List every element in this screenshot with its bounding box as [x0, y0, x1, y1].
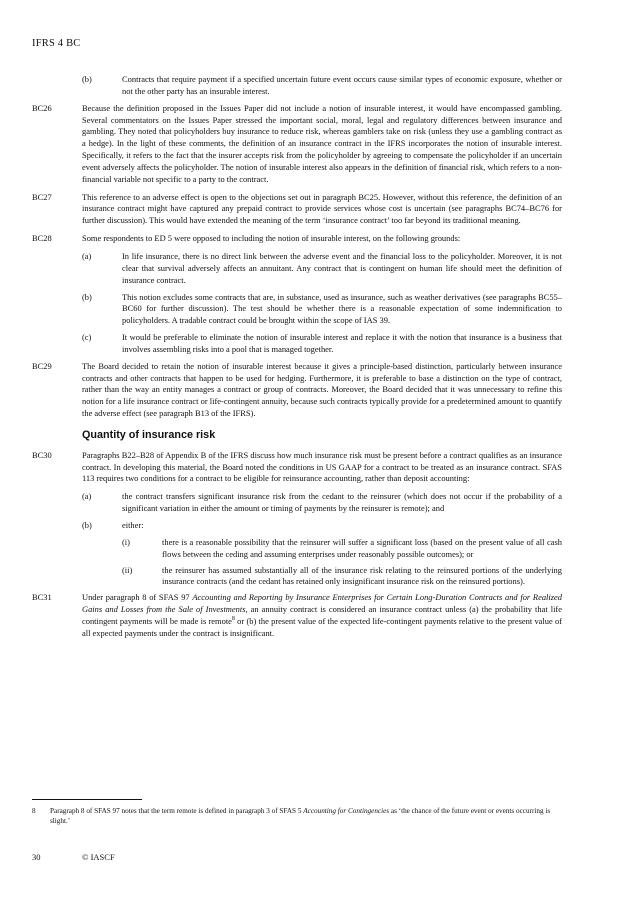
paragraph-bc26 — [32, 103, 562, 186]
footnote-text-part: Paragraph 8 of SFAS 97 notes that the term remote is defined in paragraph 3 of SFAS 5 — [50, 807, 304, 815]
document-body — [32, 74, 562, 646]
page-number: 30 — [32, 852, 41, 862]
item-label: (b) — [82, 520, 92, 530]
item-label: (b) — [82, 291, 92, 302]
bc30-sublist — [122, 537, 562, 588]
list-item — [82, 292, 562, 328]
list-item — [82, 251, 562, 287]
subitem-label: (ii) — [122, 564, 133, 575]
paragraph-text: Because the definition proposed in the Issues Paper did not include a notion of insurable interest, it would have encompassed gambling. Several commentators on the Issues Paper stressed the important social, moral, legal and regulatory differences between insurance and gambling. They noted that policyholders buy insurance to reduce risk, whereas gamblers take on risk (unless they use a gambling contract as a hedge). In the light of these comments, the definition of an insurance contract in the IFRS incorporates the notion of insurable interest. Specifically, it refers to the fact that the insurer accepts risk from the policyholder by agreeing to compensate the policyholder if an uncertain event adversely affects the policyholder. The notion of insurable interest also appears in the definition of financial risk, which refers to a non-financial variable not specific to a party to the contract. — [82, 102, 562, 184]
footnote-text-part: as ‘the chance of the future event or events occurring is slight.’ — [50, 807, 551, 825]
bc28-list — [82, 251, 562, 356]
subitem-text: the reinsurer has assumed substantially all of the insurance risk relating to the reinsured portions of the underlying insurance contracts (and the cedant has retained only insignificant insurance risk on the reinsured portions). — [162, 564, 562, 587]
continued-list — [82, 74, 562, 98]
paragraph-text-part: , an annuity contract is considered an insurance contract unless (a) the probability that life contingent payments will be made is remote — [82, 604, 562, 626]
list-item — [82, 332, 562, 356]
paragraph-number: BC29 — [32, 360, 52, 371]
paragraph-number: BC31 — [32, 592, 52, 603]
paragraph-text-part: or (b) the present value of the expected life-contingent payments relative to the present value of all expected payments under the contract is insignificant. — [82, 615, 563, 638]
subitem-text: there is a reasonable possibility that the reinsurer will suffer a significant loss (based on the present value of all cash flows between the ceding and assuming enterprises under reasonably possible outcomes); or — [162, 536, 562, 559]
item-text: It would be preferable to eliminate the notion of insurable interest and replace it with the notion that insurance is a business that involves assembling risks into a pool that is managed together. — [122, 332, 562, 354]
paragraph-number: BC30 — [32, 449, 52, 460]
paragraph-text: Paragraphs B22–B28 of Appendix B of the IFRS discuss how much insurance risk must be present before a contract qualifies as an insurance contract. In developing this material, the Board noted the conditions in US GAAP for a contract to be treated as an insurance contract. SFAS 113 requires two conditions for a contract to be eligible for reinsurance accounting, rather than deposit accounting: — [82, 449, 562, 484]
bc30-list — [82, 491, 562, 588]
paragraph-bc28 — [32, 233, 562, 245]
list-item — [82, 74, 562, 98]
section-heading: Quantity of insurance risk — [82, 428, 216, 441]
item-text: the contract transfers significant insurance risk from the cedant to the reinsurer (which does not occur if the probability of a significant variation in either the amount or timing of payments by the reinsurer is remote); and — [122, 491, 562, 514]
paragraph-text-part: Under paragraph 8 of SFAS 97 — [82, 592, 193, 603]
footnote-number: 8 — [32, 807, 36, 815]
item-text: either: — [122, 520, 144, 530]
paragraph-text: This reference to an adverse effect is open to the objections set out in paragraph BC25. However, without this reference, the definition of an insurance contract might have captured any prepaid contract to provide services whose cost is uncertain (see paragraphs BC74–BC76 for further discussion). This would have extended the meaning of the term ‘insurance contract’ too far beyond its traditional meaning. — [82, 191, 562, 226]
paragraph-bc31 — [32, 592, 562, 639]
paragraph-bc29 — [32, 361, 562, 420]
copyright-notice: © IASCF — [82, 852, 115, 862]
subitem-label: (i) — [122, 536, 130, 547]
footnote-reference[interactable]: 8 — [231, 616, 235, 623]
paragraph-text: The Board decided to retain the notion of insurable interest because it gives a principle-based distinction, particularly between insurance contracts and other contracts that happen to be used for hedging. Furthermore, it is preferable to base a distinction on the type of contract, rather than the way an entity manages a contract or group of contracts. Moreover, the Board decided that it was unnecessary to refine this notion for a life insurance contract or life-contingent annuity, because such contracts typically provide for a predetermined amount to quantify the adverse effect (see paragraph B13 of the IFRS). — [82, 360, 562, 419]
footnote — [32, 806, 564, 826]
item-text: Contracts that require payment if a specified uncertain future event occurs cause similar types of economic exposure, whether or not the other party has an insurable interest. — [122, 74, 562, 96]
list-item — [82, 520, 562, 532]
footnote-divider — [32, 799, 142, 800]
item-label: (a) — [82, 491, 92, 502]
page-footer — [32, 852, 115, 862]
item-label: (b) — [82, 74, 92, 84]
running-header: IFRS 4 BC — [32, 38, 81, 49]
sub-list-item — [122, 565, 562, 589]
paragraph-bc27 — [32, 192, 562, 228]
paragraph-bc30 — [32, 450, 562, 486]
item-text: This notion excludes some contracts that are, in substance, used as insurance, such as weather derivatives (see paragraphs BC55–BC60 for further discussion). The test should be whether there is a reasonable expectation of some indemnification to policyholders. A tradable contract could be brought within the scope of IAS 39. — [122, 291, 562, 326]
item-label: (a) — [82, 250, 92, 261]
item-label: (c) — [82, 332, 92, 343]
standard-title: Accounting and Reporting by Insurance Enterprises for Certain Long-Duration Contracts and for Realized Gains and Losses from the Sale of Investments — [82, 592, 562, 615]
footnote-standard-title: Accounting for Contingencies — [303, 807, 390, 815]
item-text: In life insurance, there is no direct link between the adverse event and the financial loss to the policyholder. Moreover, it is not clear that survival adversely affects an annuitant. Any contract that is contingent on human life should meet the definition of insurance contract. — [122, 250, 562, 285]
sub-list-item — [122, 537, 562, 561]
paragraph-number: BC27 — [32, 191, 52, 202]
paragraph-number: BC26 — [32, 102, 52, 113]
paragraph-text: Some respondents to ED 5 were opposed to including the notion of insurable interest, on the following grounds: — [82, 233, 461, 244]
paragraph-number: BC28 — [32, 233, 52, 244]
list-item — [82, 491, 562, 515]
